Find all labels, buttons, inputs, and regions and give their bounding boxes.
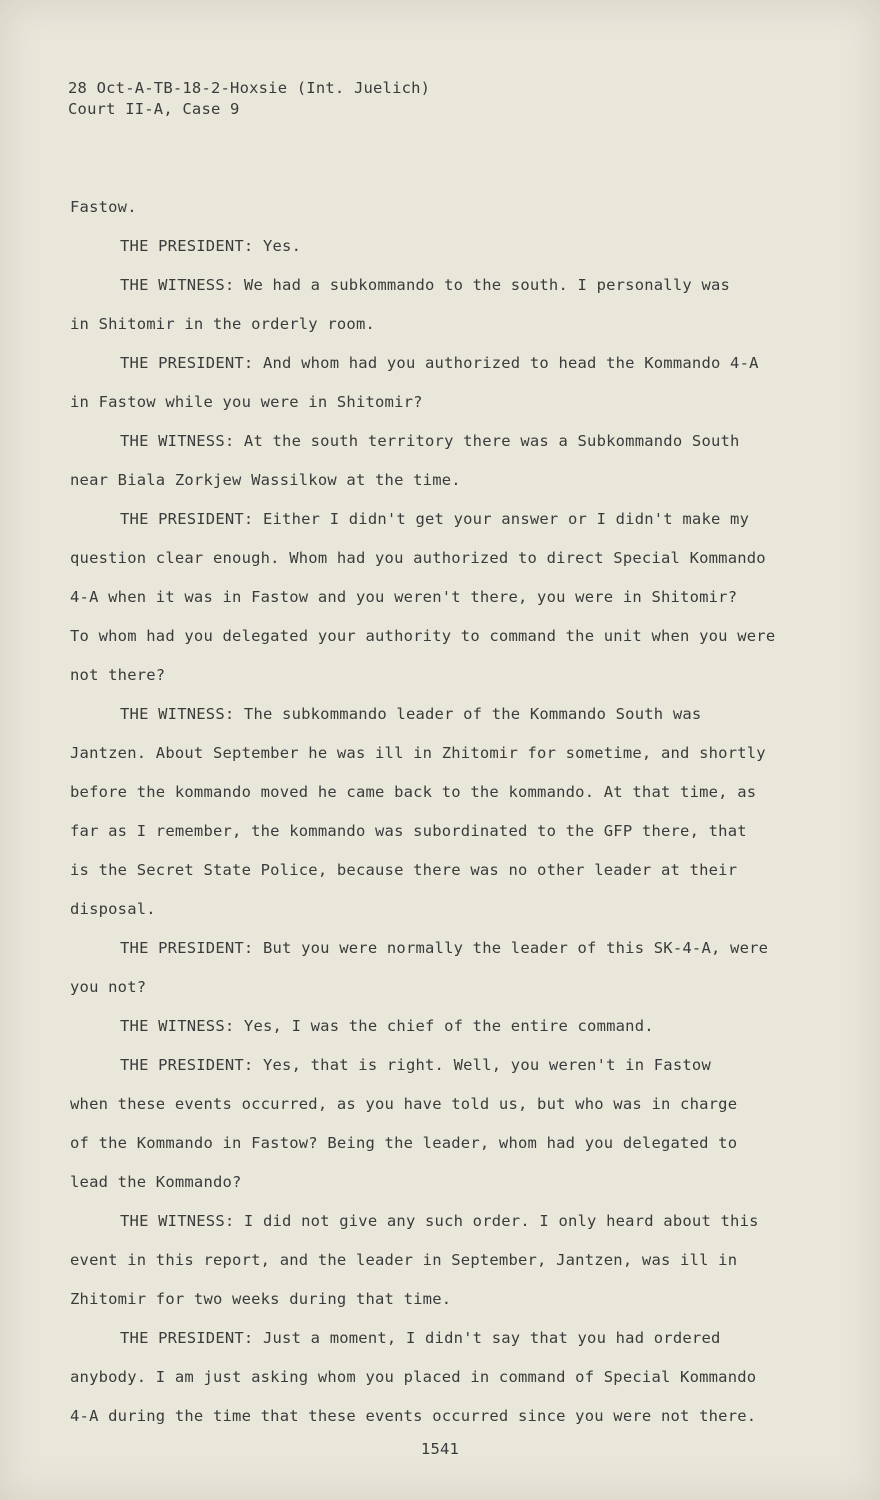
transcript-line: in Shitomir in the orderly room.	[70, 315, 376, 333]
transcript-line: THE PRESIDENT: Just a moment, I didn't say that you had ordered	[120, 1329, 721, 1347]
transcript-line: THE WITNESS: The subkommando leader of the Kommando South was	[120, 705, 702, 723]
transcript-line: THE WITNESS: We had a subkommando to the south. I personally was	[120, 276, 731, 294]
transcript-line: THE WITNESS: Yes, I was the chief of the entire command.	[120, 1017, 654, 1035]
transcript-line: you not?	[70, 978, 147, 996]
header-line-1: 28 Oct-A-TB-18-2-Hoxsie (Int. Juelich)	[68, 79, 431, 97]
transcript-line: is the Secret State Police, because there was no other leader at their	[70, 861, 738, 879]
transcript-body	[70, 196, 798, 1444]
transcript-line: 4-A during the time that these events occurred since you were not there.	[70, 1407, 757, 1425]
document-header	[68, 78, 430, 120]
transcript-line: To whom had you delegated your authority to command the unit when you were	[70, 627, 776, 645]
transcript-line: far as I remember, the kommando was subordinated to the GFP there, that	[70, 822, 747, 840]
transcript-line: before the kommando moved he came back to the kommando. At that time, as	[70, 783, 757, 801]
transcript-line: in Fastow while you were in Shitomir?	[70, 393, 423, 411]
transcript-line: event in this report, and the leader in September, Jantzen, was ill in	[70, 1251, 738, 1269]
transcript-line: Jantzen. About September he was ill in Zhitomir for sometime, and shortly	[70, 744, 766, 762]
transcript-line: Zhitomir for two weeks during that time.	[70, 1290, 452, 1308]
transcript-line: lead the Kommando?	[70, 1173, 242, 1191]
transcript-line: of the Kommando in Fastow? Being the leader, whom had you delegated to	[70, 1134, 738, 1152]
transcript-line: disposal.	[70, 900, 156, 918]
transcript-line: THE PRESIDENT: But you were normally the leader of this SK-4-A, were	[120, 939, 769, 957]
header-line-2: Court II-A, Case 9	[68, 100, 240, 118]
transcript-line: near Biala Zorkjew Wassilkow at the time.	[70, 471, 461, 489]
transcript-line: THE WITNESS: At the south territory there was a Subkommando South	[120, 432, 740, 450]
transcript-line: Fastow.	[70, 198, 137, 216]
transcript-line: not there?	[70, 666, 166, 684]
transcript-line: THE PRESIDENT: Yes, that is right. Well, you weren't in Fastow	[120, 1056, 711, 1074]
transcript-line: question clear enough. Whom had you authorized to direct Special Kommando	[70, 549, 766, 567]
transcript-line: THE PRESIDENT: Either I didn't get your answer or I didn't make my	[120, 510, 750, 528]
transcript-line: when these events occurred, as you have told us, but who was in charge	[70, 1095, 738, 1113]
transcript-line: THE WITNESS: I did not give any such order. I only heard about this	[120, 1212, 759, 1230]
transcript-line: anybody. I am just asking whom you placed in command of Special Kommando	[70, 1368, 757, 1386]
transcript-line: THE PRESIDENT: And whom had you authorized to head the Kommando 4-A	[120, 354, 759, 372]
page-number: 1541	[420, 1440, 460, 1458]
transcript-line: 4-A when it was in Fastow and you weren't there, you were in Shitomir?	[70, 588, 738, 606]
transcript-line: THE PRESIDENT: Yes.	[120, 237, 302, 255]
